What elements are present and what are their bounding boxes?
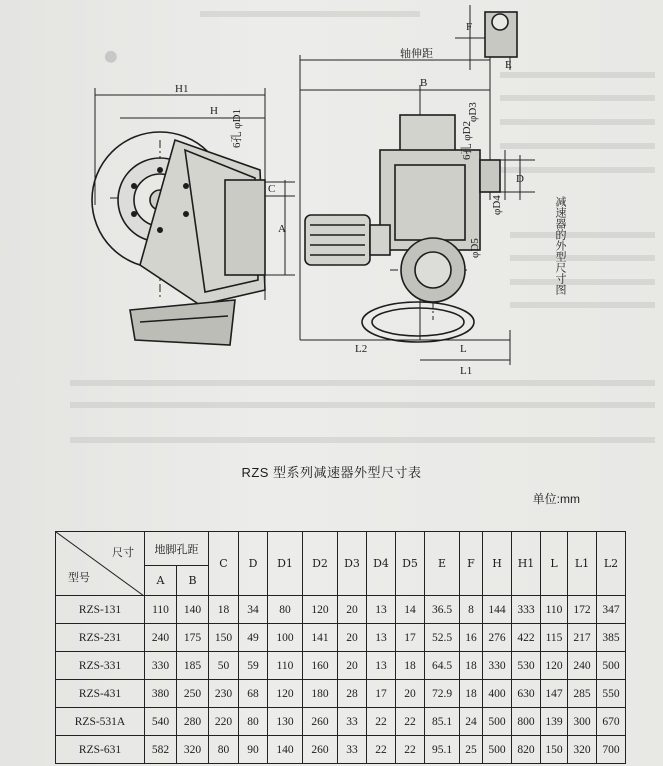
value-cell: 59 [239, 652, 268, 680]
watermark-glyph: · [87, 18, 135, 97]
header-col: F [460, 532, 483, 596]
header-col-A: A [145, 566, 177, 596]
table-row [56, 680, 626, 708]
model-cell: RZS-131 [56, 596, 145, 624]
value-cell: 72.9 [425, 680, 460, 708]
value-cell: 18 [460, 680, 483, 708]
value-cell: 582 [145, 736, 177, 764]
value-cell: 330 [483, 652, 512, 680]
value-cell: 80 [209, 736, 239, 764]
value-cell: 630 [512, 680, 541, 708]
header-col: D2 [303, 532, 338, 596]
value-cell: 250 [177, 680, 209, 708]
value-cell: 820 [512, 736, 541, 764]
value-cell: 217 [568, 624, 597, 652]
drawing-title-vertical: 减速器的外型尺寸图 [554, 196, 567, 295]
value-cell: 110 [268, 652, 303, 680]
value-cell: 240 [568, 652, 597, 680]
value-cell: 110 [541, 596, 568, 624]
value-cell: 24 [460, 708, 483, 736]
value-cell: 140 [268, 736, 303, 764]
value-cell: 115 [541, 624, 568, 652]
header-col-B: B [177, 566, 209, 596]
value-cell: 17 [367, 680, 396, 708]
value-cell: 28 [338, 680, 367, 708]
value-cell: 33 [338, 736, 367, 764]
value-cell: 385 [597, 624, 626, 652]
header-col: D5 [396, 532, 425, 596]
header-col: D1 [268, 532, 303, 596]
header-col: C [209, 532, 239, 596]
table-caption: RZS 型系列减速器外型尺寸表 [241, 465, 422, 480]
value-cell: 230 [209, 680, 239, 708]
dim-E-label: E [505, 59, 512, 71]
value-cell: 22 [367, 708, 396, 736]
value-cell: 700 [597, 736, 626, 764]
value-cell: 13 [367, 596, 396, 624]
value-cell: 16 [460, 624, 483, 652]
table-row [56, 624, 626, 652]
model-cell: RZS-431 [56, 680, 145, 708]
value-cell: 20 [338, 624, 367, 652]
value-cell: 175 [177, 624, 209, 652]
value-cell: 540 [145, 708, 177, 736]
value-cell: 120 [268, 680, 303, 708]
corner-size-label: 尺寸 [112, 546, 134, 559]
header-col: L2 [597, 532, 626, 596]
value-cell: 110 [145, 596, 177, 624]
value-cell: 150 [541, 736, 568, 764]
value-cell: 90 [239, 736, 268, 764]
table-row [56, 652, 626, 680]
value-cell: 500 [483, 708, 512, 736]
value-cell: 140 [177, 596, 209, 624]
dim-shaft-distance-label: 轴伸距 [400, 48, 433, 60]
value-cell: 120 [303, 596, 338, 624]
value-cell: 8 [460, 596, 483, 624]
header-foot-hole-distance: 地脚孔距 [145, 532, 209, 566]
dim-C-label: C [268, 183, 276, 195]
dim-A-label: A [278, 223, 286, 235]
model-cell: RZS-631 [56, 736, 145, 764]
value-cell: 160 [303, 652, 338, 680]
dim-D5-label: φD5 [469, 238, 481, 258]
dim-B-label: B [420, 77, 428, 89]
dim-L1-label: L1 [460, 365, 473, 377]
dim-L-label: L [460, 343, 467, 355]
header-col: H1 [512, 532, 541, 596]
table-row [56, 708, 626, 736]
value-cell: 36.5 [425, 596, 460, 624]
value-cell: 800 [512, 708, 541, 736]
value-cell: 50 [209, 652, 239, 680]
value-cell: 20 [338, 652, 367, 680]
value-cell: 25 [460, 736, 483, 764]
value-cell: 20 [396, 680, 425, 708]
value-cell: 285 [568, 680, 597, 708]
value-cell: 139 [541, 708, 568, 736]
header-col: E [425, 532, 460, 596]
dim-L2-label: L2 [355, 343, 368, 355]
value-cell: 380 [145, 680, 177, 708]
header-col: H [483, 532, 512, 596]
value-cell: 144 [483, 596, 512, 624]
value-cell: 185 [177, 652, 209, 680]
value-cell: 18 [460, 652, 483, 680]
value-cell: 220 [209, 708, 239, 736]
diagonal-divider [56, 532, 144, 596]
table-row [56, 596, 626, 624]
dim-H-label: H [210, 105, 218, 117]
header-col: L1 [568, 532, 597, 596]
value-cell: 64.5 [425, 652, 460, 680]
value-cell: 100 [268, 624, 303, 652]
value-cell: 33 [338, 708, 367, 736]
value-cell: 347 [597, 596, 626, 624]
value-cell: 22 [396, 736, 425, 764]
header-col: D3 [338, 532, 367, 596]
value-cell: 80 [239, 708, 268, 736]
value-cell: 320 [177, 736, 209, 764]
value-cell: 180 [303, 680, 338, 708]
header-col: L [541, 532, 568, 596]
value-cell: 150 [209, 624, 239, 652]
value-cell: 120 [541, 652, 568, 680]
value-cell: 333 [512, 596, 541, 624]
value-cell: 422 [512, 624, 541, 652]
table-corner-cell [56, 532, 145, 596]
value-cell: 276 [483, 624, 512, 652]
value-cell: 22 [396, 708, 425, 736]
value-cell: 18 [396, 652, 425, 680]
value-cell: 49 [239, 624, 268, 652]
value-cell: 13 [367, 624, 396, 652]
value-cell: 280 [177, 708, 209, 736]
value-cell: 530 [512, 652, 541, 680]
corner-model-label: 型号 [68, 571, 90, 584]
value-cell: 13 [367, 652, 396, 680]
value-cell: 500 [483, 736, 512, 764]
header-col: D4 [367, 532, 396, 596]
dim-F-label: F [466, 21, 473, 33]
value-cell: 18 [209, 596, 239, 624]
model-cell: RZS-331 [56, 652, 145, 680]
value-cell: 240 [145, 624, 177, 652]
table-unit: 单位:mm [532, 492, 580, 506]
value-cell: 320 [568, 736, 597, 764]
dim-D1-label: 6孔 φD1 [231, 108, 243, 148]
value-cell: 500 [597, 652, 626, 680]
value-cell: 550 [597, 680, 626, 708]
value-cell: 330 [145, 652, 177, 680]
value-cell: 80 [268, 596, 303, 624]
value-cell: 670 [597, 708, 626, 736]
value-cell: 260 [303, 736, 338, 764]
model-cell: RZS-531A [56, 708, 145, 736]
dim-D4-label: φD4 [491, 195, 503, 215]
dim-D2-label: 6孔 φD2 [461, 120, 473, 160]
value-cell: 130 [268, 708, 303, 736]
header-col: D [239, 532, 268, 596]
value-cell: 260 [303, 708, 338, 736]
dimension-table [55, 531, 626, 764]
value-cell: 85.1 [425, 708, 460, 736]
value-cell: 172 [568, 596, 597, 624]
dim-H1-label: H1 [175, 83, 189, 95]
value-cell: 400 [483, 680, 512, 708]
value-cell: 17 [396, 624, 425, 652]
value-cell: 14 [396, 596, 425, 624]
value-cell: 34 [239, 596, 268, 624]
value-cell: 68 [239, 680, 268, 708]
value-cell: 95.1 [425, 736, 460, 764]
table-body [56, 596, 626, 764]
model-cell: RZS-231 [56, 624, 145, 652]
value-cell: 300 [568, 708, 597, 736]
dim-D3-label: φD3 [467, 102, 479, 122]
table-row [56, 736, 626, 764]
value-cell: 20 [338, 596, 367, 624]
value-cell: 22 [367, 736, 396, 764]
value-cell: 141 [303, 624, 338, 652]
dim-D-label: D [516, 173, 524, 185]
value-cell: 147 [541, 680, 568, 708]
value-cell: 52.5 [425, 624, 460, 652]
